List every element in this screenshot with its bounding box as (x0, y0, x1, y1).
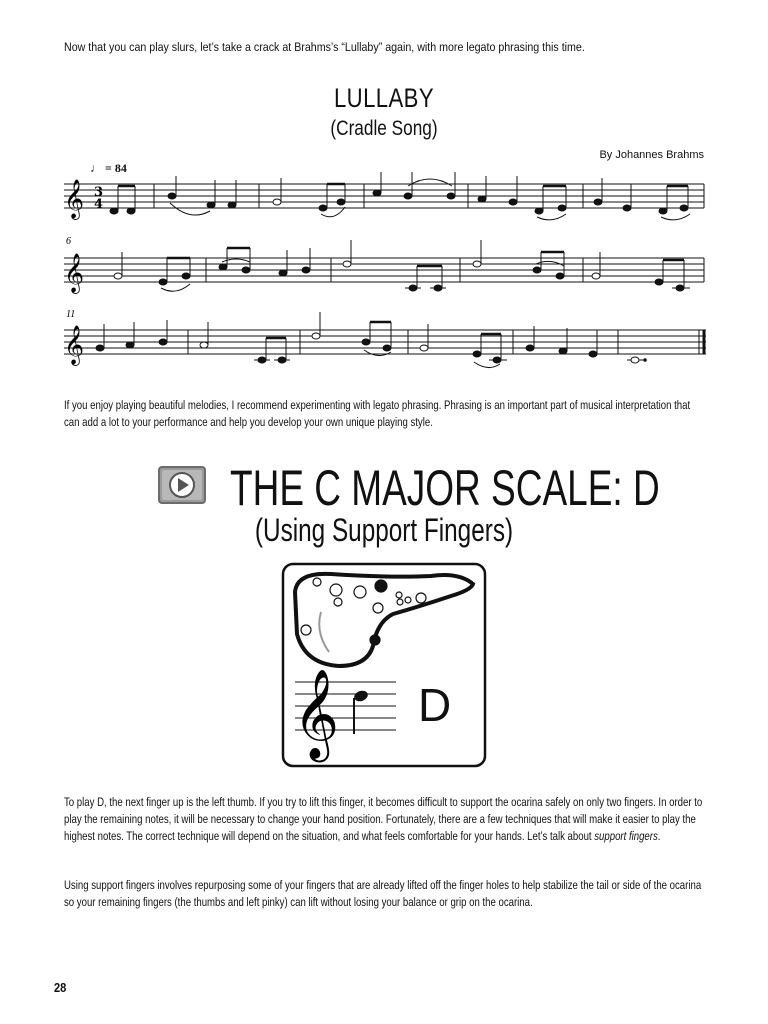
section-title: THE C MAJOR SCALE: D (230, 460, 660, 516)
measure-number-11: 11 (66, 309, 76, 320)
emphasis-support-fingers: support fingers (594, 829, 658, 843)
notes-system-2 (114, 240, 690, 291)
staff-system-1 (64, 184, 704, 208)
song-title: LULLABY (333, 83, 435, 113)
play-icon[interactable] (158, 466, 206, 504)
paragraph-phrasing: If you enjoy playing beautiful melodies, I recommend experimenting with legato phrasing. Phrasing is an important part of musical interpretation that can add a lot to your performance and help you develop your own unique playing style. (64, 398, 691, 429)
paragraph-text-end: . (657, 829, 661, 843)
section-subtitle: (Using Support Fingers) (254, 512, 514, 548)
tempo-marking: ♩ = 84 (90, 161, 127, 175)
paragraph-support-fingers-detail: Using support fingers involves repurposing some of your fingers that are already lifted off the finger holes to help stabilize the tail or side of the ocarina so your remaining fingers (the thumbs and left pinky) can lift without losing your balance or grip on the ocarina. (64, 878, 702, 909)
note-letter: D (418, 679, 452, 731)
page-number: 28 (54, 980, 67, 995)
time-signature-top: 3 (94, 185, 104, 200)
notes-system-3 (96, 312, 646, 368)
time-signature-bottom: 4 (94, 197, 104, 212)
treble-clef-icon: 𝄞 (64, 253, 85, 293)
ocarina-fingering-chart (281, 562, 487, 768)
paragraph-text: To play D, the next finger up is the left thumb. If you try to lift this finger, it becomes difficult to support the ocarina safely on only two fingers. In order to play the remaining notes, it will be necessary to change your hand position. Fortunately, there are a few techniques that will make it easier to play the highest notes. The correct technique will depend on the situation, and what feels comfortable for your hands. Let’s talk about (64, 795, 703, 843)
paragraph-support-fingers-intro (64, 794, 704, 845)
intro-text: Now that you can play slurs, let’s take a crack at Brahms’s “Lullaby” again, with more legato phrasing this time. (64, 40, 585, 54)
song-subtitle: (Cradle Song) (330, 117, 438, 140)
measure-number-6: 6 (66, 236, 71, 247)
staff-system-2 (64, 258, 704, 282)
treble-clef-icon: 𝄞 (293, 669, 340, 759)
treble-clef-icon: 𝄞 (64, 179, 85, 219)
treble-clef-icon: 𝄞 (64, 325, 85, 365)
sheet-music (0, 0, 768, 380)
composer-credit: By Johannes Brahms (599, 149, 704, 161)
